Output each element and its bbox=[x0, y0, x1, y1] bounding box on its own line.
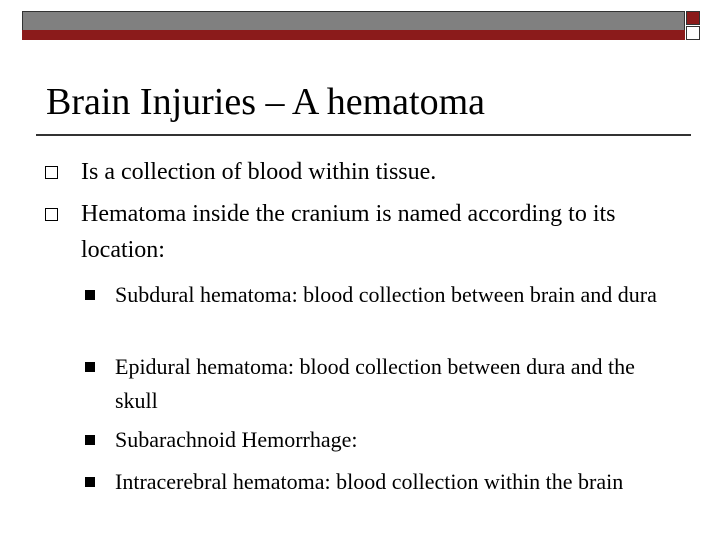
sub-bullet-text: Intracerebral hematoma: blood collection within the brain bbox=[115, 469, 624, 494]
sub-bullet-text: Epidural hematoma: blood collection between dura and the skull bbox=[115, 354, 635, 413]
hollow-square-bullet-icon bbox=[45, 208, 58, 221]
sub-bullet-text: Subarachnoid Hemorrhage: bbox=[115, 427, 358, 452]
slide-title: Brain Injuries – A hematoma bbox=[46, 81, 486, 123]
filled-square-bullet-icon bbox=[85, 290, 95, 300]
filled-square-bullet-icon bbox=[85, 362, 95, 372]
header-corner-square-red bbox=[686, 11, 700, 25]
filled-square-bullet-icon bbox=[85, 435, 95, 445]
header-corner-square-white bbox=[686, 26, 700, 40]
sub-bullet-text: Subdural hematoma: blood collection between brain and dura bbox=[115, 282, 657, 307]
header-accent-stripe bbox=[22, 30, 685, 40]
title-underline bbox=[36, 134, 691, 136]
bullet-text: Is a collection of blood within tissue. bbox=[81, 159, 437, 185]
hollow-square-bullet-icon bbox=[45, 166, 58, 179]
filled-square-bullet-icon bbox=[85, 477, 95, 487]
bullet-text: Hematoma inside the cranium is named according to its location: bbox=[81, 201, 616, 263]
